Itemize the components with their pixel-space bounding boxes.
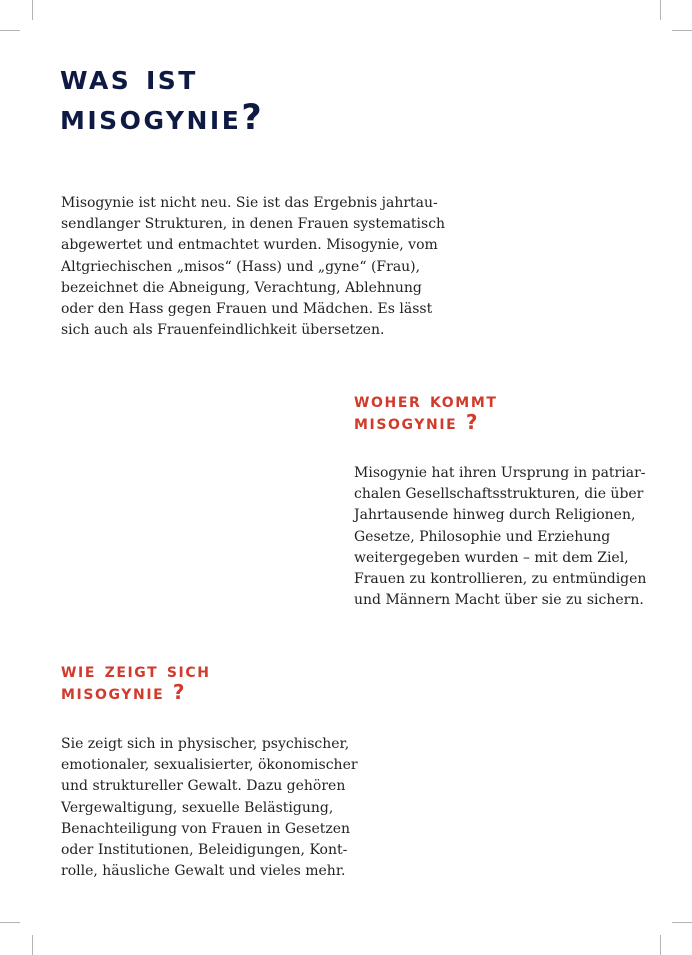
crop-mark-bottom-right xyxy=(660,935,661,955)
page-title-line: was ist xyxy=(60,58,198,98)
page-title-line: misogynie? xyxy=(60,98,265,138)
origin-line: Frauen zu kontrollieren, zu entmündigen xyxy=(354,571,647,588)
origin-heading xyxy=(354,389,498,433)
forms-line: Benachteiligung von Frauen in Gesetzen xyxy=(61,820,351,837)
forms-heading-line: misogynie ? xyxy=(61,680,187,704)
forms-line: Sie zeigt sich in physischer, psychischer, xyxy=(61,736,350,752)
forms-paragraph xyxy=(61,734,381,882)
intro-line: Altgriechischen „misos“ (Hass) und „gyne“ (Frau), xyxy=(61,258,421,275)
intro-line: Misogynie ist nicht neu. Sie ist das Ergebnis jahrtau- xyxy=(61,195,438,211)
intro-line: abgewertet und entmachtet wurden. Misogynie, vom xyxy=(61,237,438,254)
forms-line: und struktureller Gewalt. Dazu gehören xyxy=(61,778,346,795)
crop-mark-left-top xyxy=(0,30,20,31)
page-title xyxy=(60,58,480,138)
forms-line: rolle, häusliche Gewalt und vieles mehr. xyxy=(61,863,346,880)
forms-line: Vergewaltigung, sexuelle Belästigung, xyxy=(61,799,334,816)
forms-line: emotionaler, sexualisierter, ökonomischer xyxy=(61,757,358,774)
crop-mark-bottom-left xyxy=(32,935,33,955)
forms-heading xyxy=(61,659,211,703)
origin-line: Jahrtausende hinweg durch Religionen, xyxy=(354,507,636,524)
crop-mark-left-bottom xyxy=(0,922,20,923)
origin-line: Gesetze, Philosophie und Erziehung xyxy=(354,528,611,545)
origin-line: Misogynie hat ihren Ursprung in patriar- xyxy=(354,465,646,481)
intro-line: sendlanger Strukturen, in denen Frauen systematisch xyxy=(61,216,446,233)
intro-line: bezeichnet die Abneigung, Verachtung, Ablehnung xyxy=(61,279,422,296)
intro-line: sich auch als Frauenfeindlichkeit übersetzen. xyxy=(61,322,385,339)
origin-line: weitergegeben wurden – mit dem Ziel, xyxy=(354,549,629,566)
origin-line: und Männern Macht über sie zu sichern. xyxy=(354,592,644,609)
origin-line: chalen Gesellschaftsstrukturen, die über xyxy=(354,486,644,503)
forms-line: oder Institutionen, Beleidigungen, Kont- xyxy=(61,842,348,859)
crop-mark-right-top xyxy=(672,30,692,31)
crop-mark-top-left xyxy=(32,0,33,20)
origin-heading-line: woher kommt xyxy=(354,388,498,412)
crop-mark-top-right xyxy=(660,0,661,20)
origin-heading-line: misogynie ? xyxy=(354,410,480,434)
intro-paragraph xyxy=(61,193,461,341)
origin-paragraph xyxy=(354,463,664,611)
forms-heading-line: wie zeigt sich xyxy=(61,658,211,682)
crop-mark-right-bottom xyxy=(672,922,692,923)
intro-line: oder den Hass gegen Frauen und Mädchen. Es lässt xyxy=(61,301,433,318)
